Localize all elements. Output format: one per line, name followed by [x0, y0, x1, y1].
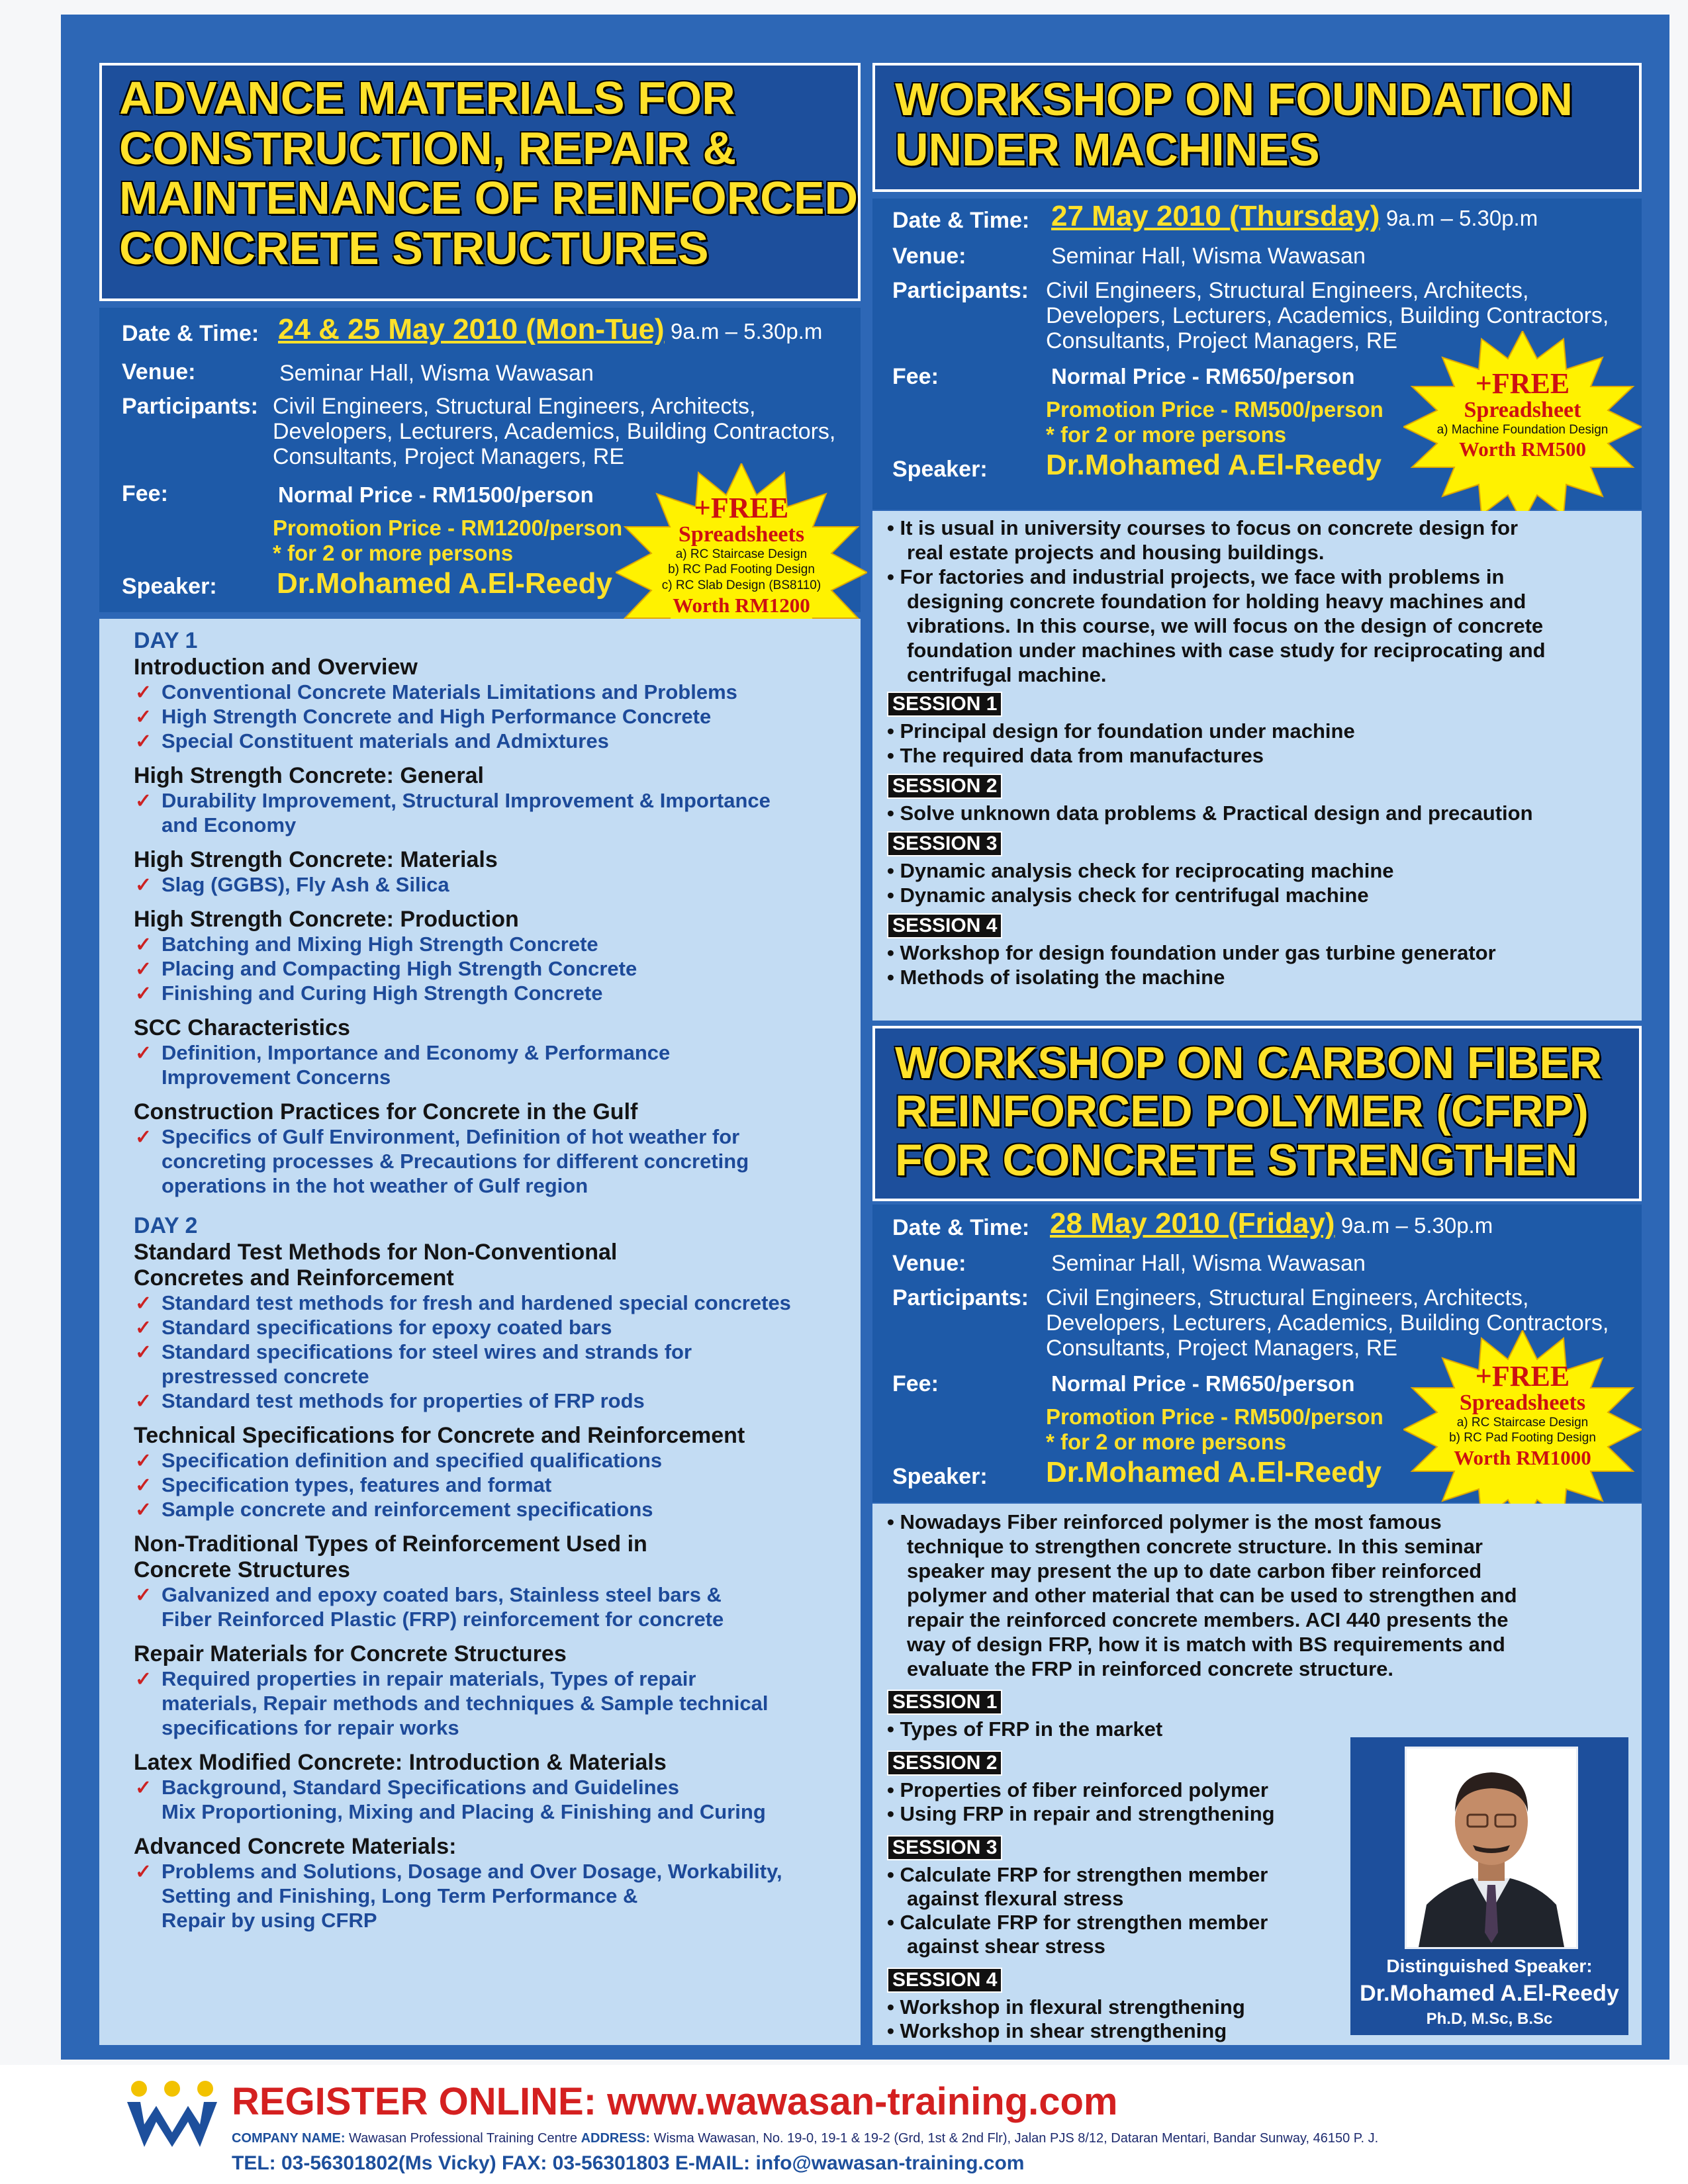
workshop1-promo-price: Promotion Price - RM1200/person [273, 516, 623, 540]
workshop2-title-line: UNDER MACHINES [895, 123, 1320, 175]
worth-label: Worth RM500 [1458, 437, 1586, 461]
speaker-card [1350, 1737, 1628, 2035]
intro-bullet-cont: technique to strengthen concrete structure. In this seminar [907, 1535, 1483, 1558]
check-icon: ✓ [135, 1042, 152, 1064]
workshop2-participants-line: Developers, Lecturers, Academics, Building Contractors, [1046, 303, 1609, 328]
address: Wisma Wawasan, No. 19-0, 19-1 & 19-2 (Grd, 1st & 2nd Flr), Jalan PJS 8/12, Dataran Mentari, Bandar Sunway, 46150 P. J. [653, 2131, 1379, 2146]
workshop2-free-badge [1403, 331, 1642, 523]
session-item-cont: against flexural stress [907, 1887, 1124, 1910]
outline-item-cont: Repair by using CFRP [162, 1909, 377, 1932]
check-icon: ✓ [135, 1317, 152, 1339]
outline-item: ✓ Specification definition and specified qualifications [135, 1449, 663, 1472]
speaker-label: Speaker: [892, 457, 988, 482]
workshop1-participants-line: Developers, Lecturers, Academics, Building Contractors, [273, 419, 836, 444]
company-line [232, 2131, 1378, 2146]
outline-item: ✓ Sample concrete and reinforcement specifications [135, 1498, 653, 1521]
outline-item: ✓ Finishing and Curing High Strength Concrete [135, 981, 603, 1005]
session-badge: SESSION 4 [887, 1968, 1002, 1993]
worth-label: Worth RM1200 [673, 593, 810, 617]
session-item: • The required data from manufactures [887, 744, 1264, 767]
outline-item: ✓ Background, Standard Specifications and Guidelines [135, 1776, 680, 1799]
check-icon: ✓ [135, 934, 152, 956]
workshop3-normal-price: Normal Price - RM650/person [1051, 1371, 1355, 1396]
check-icon: ✓ [135, 1293, 152, 1314]
session-badge: SESSION 1 [887, 1690, 1002, 1715]
workshop1-date-row [278, 313, 822, 346]
workshop1-title-box [99, 63, 861, 301]
session-item: • Using FRP in repair and strengthening [887, 1802, 1275, 1825]
outline-item: ✓ Placing and Compacting High Strength Concrete [135, 957, 637, 980]
workshop1-participants-line: Civil Engineers, Structural Engineers, Architects, [273, 394, 756, 419]
workshop1-normal-price: Normal Price - RM1500/person [278, 482, 594, 507]
check-icon: ✓ [135, 731, 152, 752]
workshop2-participants-line: Consultants, Project Managers, RE [1046, 328, 1398, 353]
workshop2-promo-price: Promotion Price - RM500/person [1046, 397, 1383, 422]
workshop2-title-box [872, 63, 1642, 192]
section-heading: Repair Materials for Concrete Structures [134, 1641, 567, 1666]
check-icon: ✓ [135, 1777, 152, 1799]
session-item: • Calculate FRP for strengthen member [887, 1911, 1268, 1934]
workshop3-participants-line: Consultants, Project Managers, RE [1046, 1336, 1398, 1361]
outline-item: ✓ Batching and Mixing High Strength Concrete [135, 933, 598, 956]
participants-label: Participants: [122, 394, 258, 419]
workshop2-date: 27 May 2010 (Thursday) [1051, 200, 1380, 232]
outline-item-cont: specifications for repair works [162, 1716, 459, 1739]
outline-item-cont: prestressed concrete [162, 1365, 369, 1388]
date-label: Date & Time: [892, 1215, 1030, 1240]
session-item: • Dynamic analysis check for centrifugal machine [887, 884, 1369, 907]
spreadsheet-label: Spreadsheet [1464, 398, 1581, 422]
workshop3-promo-price: Promotion Price - RM500/person [1046, 1404, 1383, 1429]
section-heading: High Strength Concrete: Materials [134, 847, 498, 872]
address-label: ADDRESS: [581, 2131, 651, 2146]
workshop2-title-line: WORKSHOP ON FOUNDATION [895, 73, 1573, 125]
venue-label: Venue: [892, 1251, 966, 1276]
spreadsheet-item: a) Machine Foundation Design [1436, 422, 1609, 437]
date-label: Date & Time: [122, 321, 259, 346]
workshop1-title-line: ADVANCE MATERIALS FOR [119, 72, 735, 124]
section-heading: Advanced Concrete Materials: [134, 1834, 457, 1859]
intro-bullet: • Nowadays Fiber reinforced polymer is the most famous [887, 1510, 1442, 1533]
outline-item: ✓ Standard specifications for steel wires and strands for [135, 1340, 692, 1363]
session-item: • Dynamic analysis check for reciprocating machine [887, 859, 1394, 882]
day-heading: DAY 1 [134, 628, 198, 653]
intro-bullet: • It is usual in university courses to focus on concrete design for [887, 516, 1519, 539]
session-badge: SESSION 2 [887, 1751, 1002, 1776]
outline-item: ✓ Specifics of Gulf Environment, Definition of hot weather for [135, 1125, 740, 1148]
speaker-photo [1405, 1747, 1578, 1949]
check-icon: ✓ [135, 706, 152, 728]
fee-label: Fee: [892, 1371, 939, 1396]
spreadsheet-item: b) RC Pad Footing Design [1449, 1431, 1596, 1445]
company-label: COMPANY NAME: [232, 2131, 346, 2146]
speaker-card-caption: Distinguished Speaker: [1386, 1956, 1593, 1976]
workshop3-title-line: FOR CONCRETE STRENGTHEN [895, 1134, 1578, 1185]
outline-item: ✓ Special Constituent materials and Admixtures [135, 729, 609, 752]
workshop2-outline [872, 511, 1642, 1021]
session-item: • Workshop in shear strengthening [887, 2019, 1227, 2042]
intro-bullet-cont: centrifugal machine. [907, 663, 1107, 686]
workshop1-speaker: Dr.Mohamed A.El-Reedy [277, 567, 612, 600]
section-heading: Construction Practices for Concrete in the Gulf [134, 1099, 638, 1124]
workshop3-date: 28 May 2010 (Friday) [1050, 1207, 1335, 1240]
outline-item: ✓ Standard test methods for properties of FRP rods [135, 1389, 645, 1412]
intro-bullet: • For factories and industrial projects, we face with problems in [887, 565, 1505, 588]
session-item: • Properties of fiber reinforced polymer [887, 1778, 1268, 1801]
workshop2-title [895, 75, 1619, 175]
workshop1-outline [99, 619, 861, 2045]
workshop1-title-line: CONCRETE STRUCTURES [119, 222, 709, 274]
outline-item-cont: concreting processes & Precautions for different concreting [162, 1150, 749, 1173]
section-heading: Introduction and Overview [134, 655, 418, 680]
workshop1-title-line: MAINTENANCE OF REINFORCED [119, 172, 859, 224]
workshop3-free-badge [1403, 1330, 1642, 1529]
outline-item: ✓ Problems and Solutions, Dosage and Over Dosage, Workability, [135, 1860, 782, 1883]
workshop3-time: 9a.m – 5.30p.m [1340, 1213, 1493, 1238]
session-badge: SESSION 4 [887, 913, 1002, 938]
workshop3-participants-line: Civil Engineers, Structural Engineers, Architects, [1046, 1285, 1529, 1310]
spreadsheet-item: a) RC Staircase Design [675, 547, 808, 561]
session-item: • Workshop for design foundation under gas turbine generator [887, 941, 1496, 964]
workshop1-date: 24 & 25 May 2010 (Mon-Tue) [278, 313, 665, 345]
outline-item-cont: materials, Repair methods and techniques & Sample technical [162, 1692, 769, 1715]
section-heading: Technical Specifications for Concrete and Reinforcement [134, 1423, 745, 1448]
workshop3-title-box [872, 1026, 1642, 1201]
workshop1-participants-line: Consultants, Project Managers, RE [273, 444, 625, 469]
check-icon: ✓ [135, 1861, 152, 1883]
check-icon: ✓ [135, 983, 152, 1005]
section-heading: High Strength Concrete: General [134, 763, 484, 788]
day-heading: DAY 2 [134, 1213, 198, 1238]
intro-bullet-cont: speaker may present the up to date carbon fiber reinforced [907, 1559, 1482, 1582]
session-item: • Calculate FRP for strengthen member [887, 1863, 1268, 1886]
website-link[interactable]: www.wawasan-training.com [607, 2080, 1118, 2123]
register-online [232, 2079, 1118, 2124]
participants-label: Participants: [892, 1285, 1029, 1310]
outline-item-cont: and Economy [162, 813, 297, 837]
register-label: REGISTER ONLINE: [232, 2080, 597, 2123]
check-icon: ✓ [135, 1126, 152, 1148]
outline-item-cont: Mix Proportioning, Mixing and Placing & Finishing and Curing [162, 1800, 766, 1823]
spreadsheet-item: a) RC Staircase Design [1456, 1415, 1589, 1430]
intro-bullet-cont: vibrations. In this course, we will focus on the design of concrete [907, 614, 1544, 637]
intro-bullet-cont: real estate projects and housing buildings. [907, 541, 1325, 564]
footer [0, 2065, 1688, 2184]
session-badge: SESSION 2 [887, 774, 1002, 799]
session-item: • Methods of isolating the machine [887, 966, 1225, 989]
free-label: +FREE [694, 492, 789, 524]
outline-item-cont: Improvement Concerns [162, 1066, 391, 1089]
spreadsheet-item: b) RC Pad Footing Design [668, 563, 815, 577]
outline-item: ✓ Standard test methods for fresh and hardened special concretes [135, 1291, 791, 1314]
workshop3-date-row [1050, 1207, 1493, 1240]
venue-label: Venue: [122, 359, 196, 385]
section-heading: Concrete Structures [134, 1557, 350, 1582]
session-badge: SESSION 1 [887, 692, 1002, 717]
workshop3-speaker: Dr.Mohamed A.El-Reedy [1046, 1456, 1382, 1488]
check-icon: ✓ [135, 1342, 152, 1363]
fee-label: Fee: [122, 481, 168, 506]
workshop3-participants-line: Developers, Lecturers, Academics, Building Contractors, [1046, 1310, 1609, 1336]
workshop2-date-row [1051, 200, 1538, 233]
workshop3-title-line: REINFORCED POLYMER (CFRP) [895, 1086, 1589, 1137]
wawasan-logo [126, 2078, 218, 2151]
speaker-card-name: Dr.Mohamed A.El-Reedy [1360, 1981, 1619, 2006]
date-label: Date & Time: [892, 208, 1030, 233]
spreadsheet-item: c) RC Slab Design (BS8110) [661, 578, 821, 593]
session-item: • Principal design for foundation under machine [887, 719, 1355, 743]
free-label: +FREE [1475, 1360, 1570, 1392]
session-item: • Types of FRP in the market [887, 1717, 1163, 1741]
outline-item: ✓ Conventional Concrete Materials Limitations and Problems [135, 680, 737, 704]
intro-bullet-cont: polymer and other material that can be used to strengthen and [907, 1584, 1517, 1607]
contact-line: TEL: 03-56301802(Ms Vicky) FAX: 03-56301803 E-MAIL: info@wawasan-training.com [232, 2152, 1025, 2174]
outline-item: ✓ Slag (GGBS), Fly Ash & Silica [135, 873, 449, 896]
workshop2-venue: Seminar Hall, Wisma Wawasan [1051, 244, 1366, 269]
outline-item-cont: Fiber Reinforced Plastic (FRP) reinforcement for concrete [162, 1608, 724, 1631]
outline-item: ✓ Specification types, features and format [135, 1473, 552, 1496]
session-item: • Solve unknown data problems & Practical design and precaution [887, 801, 1533, 825]
speaker-label: Speaker: [122, 574, 217, 599]
participants-label: Participants: [892, 278, 1029, 303]
speaker-portrait-icon [1407, 1749, 1576, 1947]
check-icon: ✓ [135, 1390, 152, 1412]
session-item-cont: against shear stress [907, 1934, 1105, 1958]
check-icon: ✓ [135, 682, 152, 704]
session-badge: SESSION 3 [887, 831, 1002, 856]
check-icon: ✓ [135, 958, 152, 980]
section-heading: Standard Test Methods for Non-Conventional [134, 1240, 618, 1265]
check-icon: ✓ [135, 1450, 152, 1472]
check-icon: ✓ [135, 1668, 152, 1690]
workshop3-venue: Seminar Hall, Wisma Wawasan [1051, 1251, 1366, 1276]
outline-item: ✓ Definition, Importance and Economy & Performance [135, 1041, 671, 1064]
section-heading: Concretes and Reinforcement [134, 1265, 454, 1291]
workshop2-normal-price: Normal Price - RM650/person [1051, 364, 1355, 388]
workshop1-title [119, 72, 859, 274]
outline-item: ✓ Durability Improvement, Structural Improvement & Importance [135, 789, 771, 812]
outline-item-cont: Setting and Finishing, Long Term Performance & [162, 1884, 638, 1907]
check-icon: ✓ [135, 1499, 152, 1521]
worth-label: Worth RM1000 [1454, 1446, 1591, 1470]
workshop3-title [895, 1039, 1619, 1185]
company-name: Wawasan Professional Training Centre [349, 2131, 578, 2146]
outline-item: ✓ Galvanized and epoxy coated bars, Stainless steel bars & [135, 1583, 722, 1606]
section-heading: Non-Traditional Types of Reinforcement Used in [134, 1531, 647, 1557]
intro-bullet-cont: way of design FRP, how it is match with BS requirements and [907, 1633, 1505, 1656]
spreadsheet-label: Spreadsheets [678, 522, 805, 547]
check-icon: ✓ [135, 1584, 152, 1606]
workshop1-promo-note: * for 2 or more persons [273, 541, 514, 565]
workshop1-time: 9a.m – 5.30p.m [671, 319, 823, 343]
intro-bullet-cont: designing concrete foundation for holding heavy machines and [907, 590, 1526, 613]
check-icon: ✓ [135, 790, 152, 812]
venue-label: Venue: [892, 244, 966, 269]
speaker-label: Speaker: [892, 1464, 988, 1489]
free-label: +FREE [1475, 367, 1570, 400]
section-heading: SCC Characteristics [134, 1015, 350, 1040]
outline-item-cont: operations in the hot weather of Gulf region [162, 1174, 588, 1197]
check-icon: ✓ [135, 874, 152, 896]
workshop1-title-line: CONSTRUCTION, REPAIR & [119, 122, 737, 174]
intro-bullet-cont: foundation under machines with case study for reciprocating and [907, 639, 1546, 662]
workshop2-participants-line: Civil Engineers, Structural Engineers, Architects, [1046, 278, 1529, 303]
session-badge: SESSION 3 [887, 1835, 1002, 1860]
workshop1-venue: Seminar Hall, Wisma Wawasan [279, 361, 594, 386]
intro-bullet-cont: evaluate the FRP in reinforced concrete structure. [907, 1657, 1394, 1680]
session-item: • Workshop in flexural strengthening [887, 1995, 1245, 2019]
check-icon: ✓ [135, 1475, 152, 1496]
outline-item: ✓ High Strength Concrete and High Performance Concrete [135, 705, 712, 728]
spreadsheet-label: Spreadsheets [1459, 1390, 1586, 1415]
workshop2-promo-note: * for 2 or more persons [1046, 422, 1287, 447]
fee-label: Fee: [892, 364, 939, 389]
intro-bullet-cont: repair the reinforced concrete members. ACI 440 presents the [907, 1608, 1509, 1631]
workshop2-time: 9a.m – 5.30p.m [1385, 206, 1538, 230]
workshop3-promo-note: * for 2 or more persons [1046, 1430, 1287, 1454]
section-heading: Latex Modified Concrete: Introduction & Materials [134, 1750, 667, 1775]
workshop2-speaker: Dr.Mohamed A.El-Reedy [1046, 449, 1382, 481]
workshop3-title-line: WORKSHOP ON CARBON FIBER [895, 1038, 1602, 1088]
outline-item: ✓ Required properties in repair materials, Types of repair [135, 1667, 696, 1690]
section-heading: High Strength Concrete: Production [134, 907, 519, 932]
speaker-card-degrees: Ph.D, M.Sc, B.Sc [1426, 2010, 1553, 2028]
outline-item: ✓ Standard specifications for epoxy coated bars [135, 1316, 612, 1339]
